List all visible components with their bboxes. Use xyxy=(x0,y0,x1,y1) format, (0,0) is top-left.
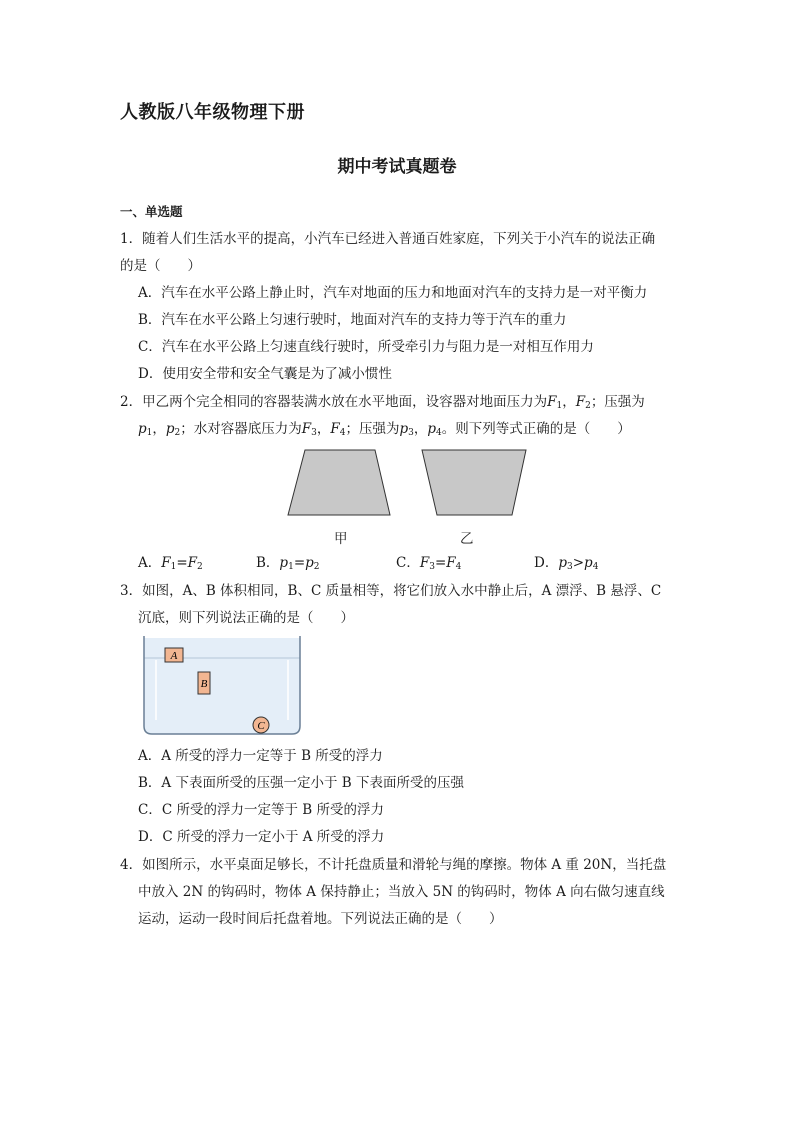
container-jia-shape xyxy=(288,450,390,515)
q1-option-c: C．汽车在水平公路上匀速直线行驶时，所受牵引力与阻力是一对相互作用力 xyxy=(138,339,594,355)
q2-stem-line1: 2．甲乙两个完全相同的容器装满水放在水平地面，设容器对地面压力为$F_1$，$F_2$；压强为 xyxy=(120,394,645,411)
container-yi-shape xyxy=(422,450,526,515)
q4-stem-line2: 中放入 2N 的钩码时，物体 A 保持静止；当放入 5N 的钩码时，物体 A 向右做匀速直线 xyxy=(138,884,665,900)
q3-option-d: D．C 所受的浮力一定小于 A 所受的浮力 xyxy=(138,829,385,845)
q2-stem-line2: $p_1$，$p_2$；水对容器底压力为$F_3$，$F_4$；压强为$p_3$，$p_4$。则下列等式正确的是（ ） xyxy=(138,421,631,438)
q3-stem-line2: 沉底，则下列说法正确的是（ ） xyxy=(138,610,354,626)
q3-option-a: A．A 所受的浮力一定等于 B 所受的浮力 xyxy=(138,748,383,764)
container-jia-label: 甲 xyxy=(334,531,348,547)
document-subtitle: 人教版八年级物理下册 xyxy=(120,102,305,123)
q2-option-c: C．$F_3=F_4$ xyxy=(396,555,462,572)
q3-water-tank-figure xyxy=(140,634,304,740)
q2-containers-figure xyxy=(280,445,540,525)
block-b-label: B xyxy=(200,678,208,690)
q4-stem-line3: 运动，运动一段时间后托盘着地。下列说法正确的是（ ） xyxy=(138,911,503,927)
section-heading: 一、单选题 xyxy=(120,204,183,219)
q3-stem-line1: 3．如图，A、B 体积相同，B、C 质量相等，将它们放入水中静止后，A 漂浮、B 悬浮、C xyxy=(120,583,662,599)
container-yi-label: 乙 xyxy=(460,531,474,547)
q1-stem-line2: 的是（ ） xyxy=(120,258,201,274)
block-a-label: A xyxy=(170,650,178,662)
document-title: 期中考试真题卷 xyxy=(337,157,457,177)
q1-option-d: D．使用安全带和安全气囊是为了减小惯性 xyxy=(138,366,392,382)
q1-stem-line1: 1．随着人们生活水平的提高，小汽车已经进入普通百姓家庭，下列关于小汽车的说法正确 xyxy=(120,231,656,247)
q1-option-a: A．汽车在水平公路上静止时，汽车对地面的压力和地面对汽车的支持力是一对平衡力 xyxy=(138,285,648,301)
ball-c-label: C xyxy=(257,720,265,732)
q2-option-a: A．$F_1=F_2$ xyxy=(138,555,203,572)
q2-option-d: D．$p_3>p_4$ xyxy=(534,555,599,572)
q3-option-b: B．A 下表面所受的压强一定小于 B 下表面所受的压强 xyxy=(138,775,464,791)
q4-stem-line1: 4．如图所示，水平桌面足够长，不计托盘质量和滑轮与绳的摩擦。物体 A 重 20N，当托盘 xyxy=(120,857,667,873)
q2-option-b: B．$p_1=p_2$ xyxy=(256,555,320,572)
q3-option-c: C．C 所受的浮力一定等于 B 所受的浮力 xyxy=(138,802,384,818)
q1-option-b: B．汽车在水平公路上匀速行驶时，地面对汽车的支持力等于汽车的重力 xyxy=(138,312,567,328)
